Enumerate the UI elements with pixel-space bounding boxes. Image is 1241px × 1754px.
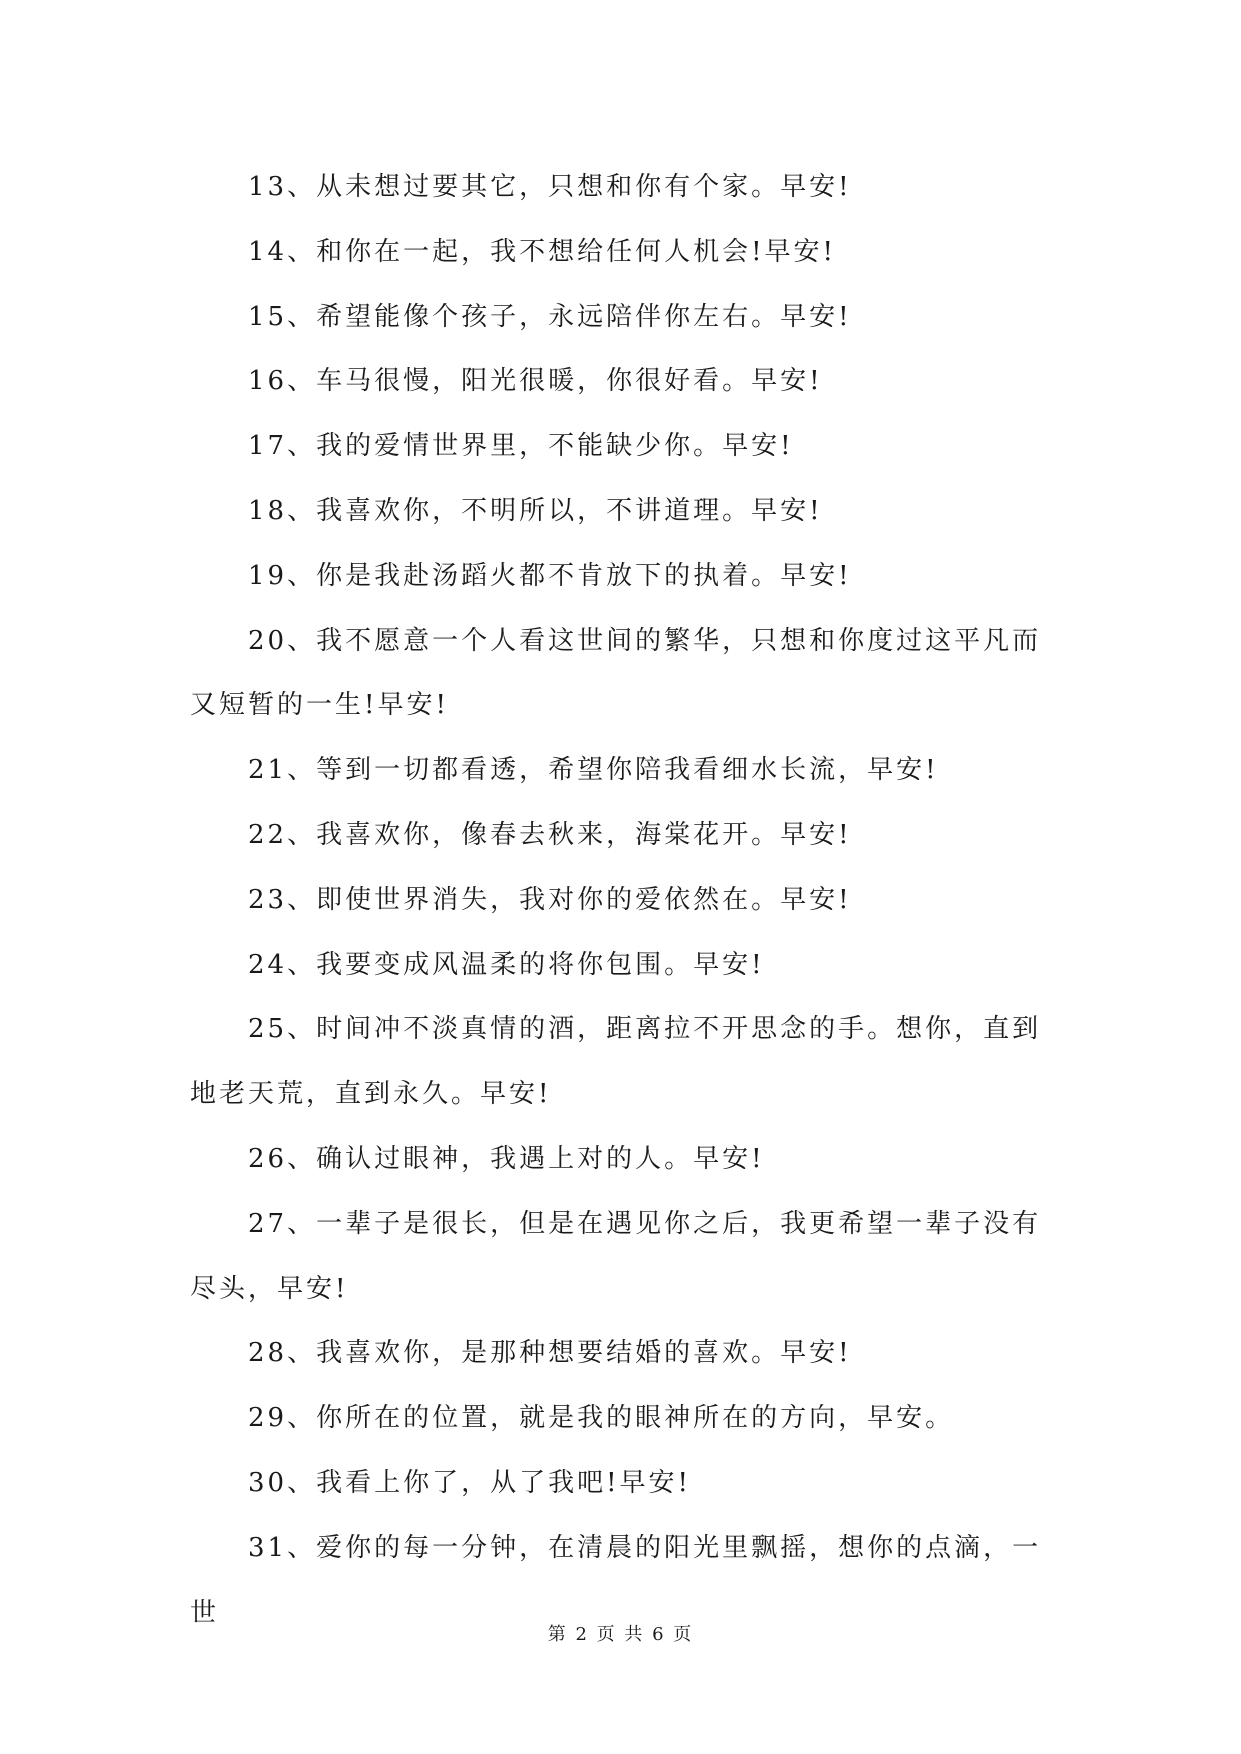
list-item: 21、等到一切都看透，希望你陪我看细水长流，早安! (248, 755, 939, 786)
list-item: 23、即使世界消失，我对你的爱依然在。早安! (248, 884, 852, 915)
list-item: 27、一辈子是很长，但是在遇见你之后，我更希望一辈子没有尽头，早安! (190, 1208, 1042, 1304)
list-item: 28、我喜欢你，是那种想要结婚的喜欢。早安! (248, 1338, 852, 1369)
list-item: 22、我喜欢你，像春去秋来，海棠花开。早安! (248, 819, 852, 850)
list-item: 13、从未想过要其它，只想和你有个家。早安! (248, 172, 852, 202)
list-item: 25、时间冲不淡真情的酒，距离拉不开思念的手。想你，直到地老天荒，直到永久。早安! (190, 1014, 1042, 1110)
list-item: 16、车马很慢，阳光很暖，你很好看。早安! (248, 366, 823, 397)
page-number-footer: 第 2 页 共 6 页 (547, 1624, 694, 1645)
document-body (190, 155, 1062, 1645)
list-item: 18、我喜欢你，不明所以，不讲道理。早安! (248, 495, 823, 526)
list-item: 24、我要变成风温柔的将你包围。早安! (248, 949, 765, 980)
list-item: 29、你所在的位置，就是我的眼神所在的方向，早安。 (248, 1403, 955, 1434)
list-item: 30、我看上你了，从了我吧!早安! (248, 1467, 691, 1498)
list-item: 19、你是我赴汤蹈火都不肯放下的执着。早安! (248, 560, 852, 591)
list-item: 14、和你在一起，我不想给任何人机会!早安! (248, 236, 836, 267)
list-item: 31、爱你的每一分钟，在清晨的阳光里飘摇，想你的点滴，一世 (190, 1532, 1042, 1628)
list-item: 15、希望能像个孩子，永远陪伴你左右。早安! (248, 301, 852, 332)
list-item: 26、确认过眼神，我遇上对的人。早安! (248, 1143, 765, 1174)
list-item: 20、我不愿意一个人看这世间的繁华，只想和你度过这平凡而又短暂的一生!早安! (190, 625, 1042, 721)
list-item: 17、我的爱情世界里，不能缺少你。早安! (248, 431, 794, 462)
